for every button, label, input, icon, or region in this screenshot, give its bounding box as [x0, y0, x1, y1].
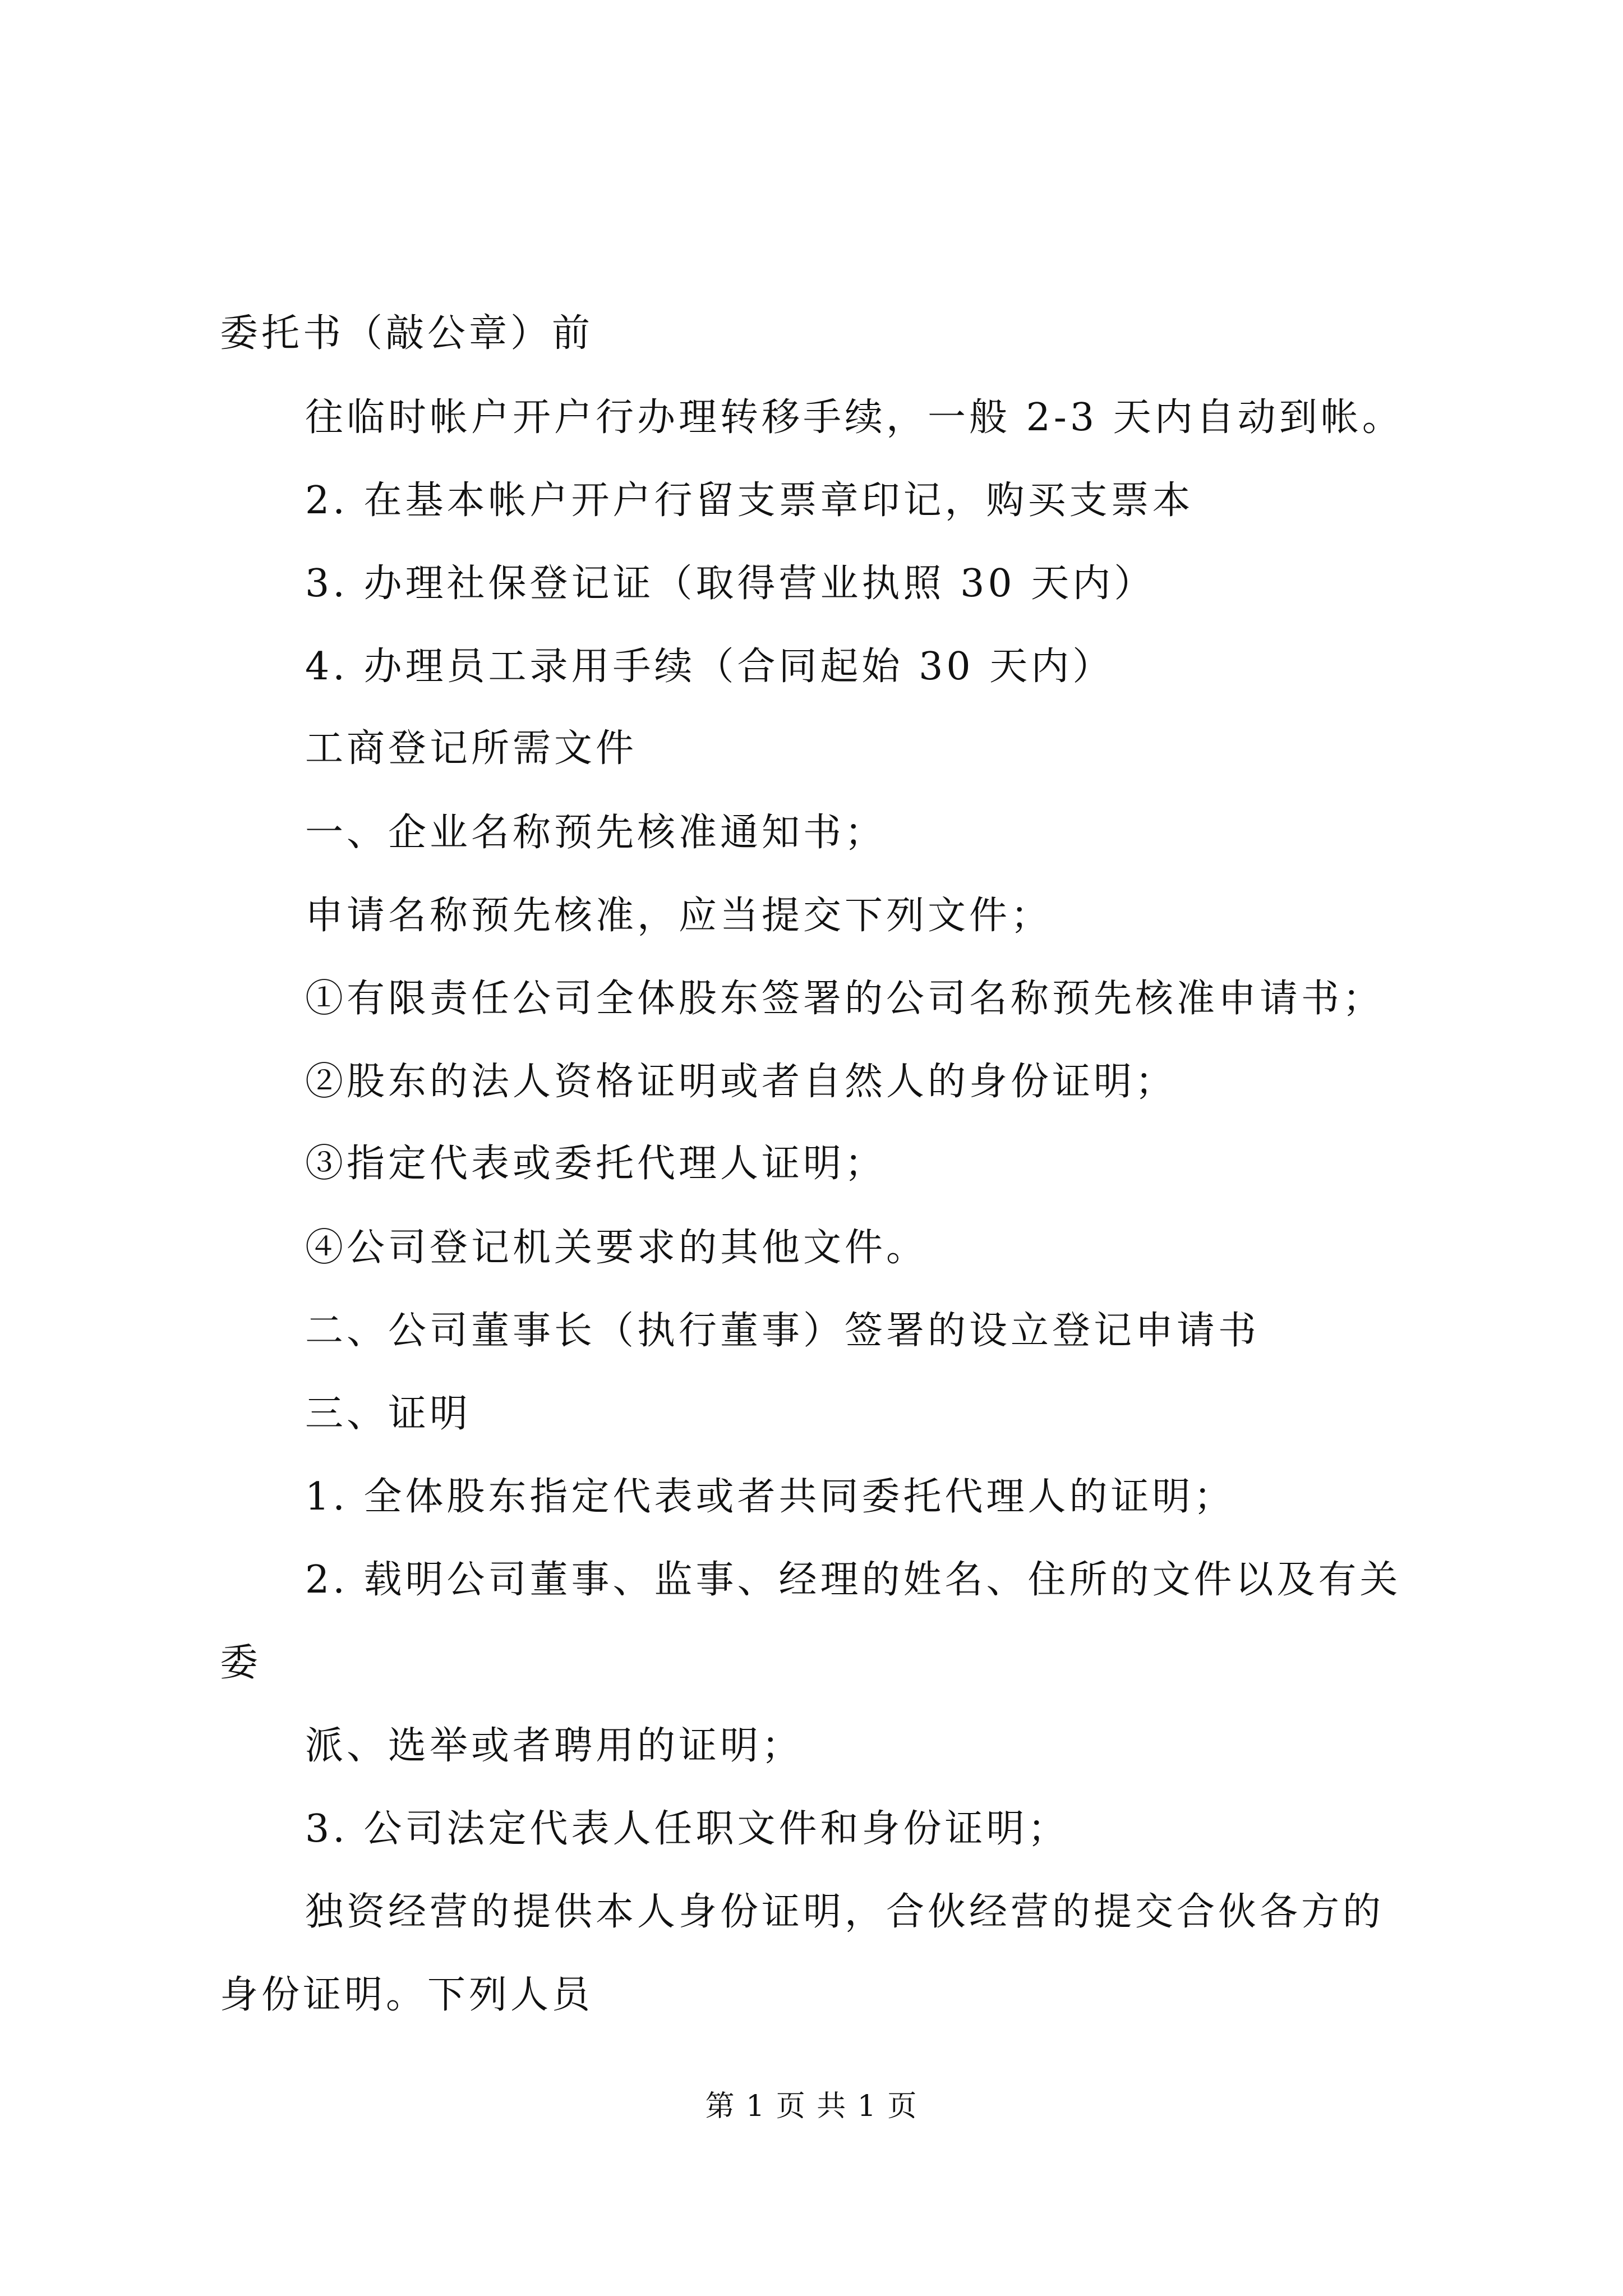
text-line: 三、证明 [305, 1392, 472, 1436]
text-line: 1. 全体股东指定代表或者共同委托代理人的证明； [305, 1475, 1235, 1519]
text-line: 工商登记所需文件 [305, 726, 638, 771]
text-line: 委 [220, 1641, 262, 1685]
page-footer: 第 1 页 共 1 页 [705, 2090, 918, 2123]
text-line: 3. 公司法定代表人任职文件和身份证明； [305, 1807, 1069, 1851]
text-line: 往临时帐户开户行办理转移手续，一般 2-3 天内自动到帐。 [305, 395, 1404, 440]
text-line: 委托书（敲公章）前 [220, 311, 594, 356]
text-line: 4. 办理员工录用手续（合同起始 30 天内） [305, 645, 1114, 689]
text-line: ②股东的法人资格证明或者自然人的身份证明； [305, 1060, 1177, 1104]
text-line: 2. 载明公司董事、监事、经理的姓名、住所的文件以及有关 [305, 1558, 1401, 1602]
text-line: 派、选举或者聘用的证明； [305, 1724, 804, 1768]
text-line: 申请名称预先核准，应当提交下列文件； [305, 894, 1053, 938]
text-line: ④公司登记机关要求的其他文件。 [305, 1226, 928, 1270]
text-line: 3. 办理社保登记证（取得营业执照 30 天内） [305, 562, 1156, 606]
text-line: 2. 在基本帐户开户行留支票章印记，购买支票本 [305, 478, 1194, 523]
text-line: 二、公司董事长（执行董事）签署的设立登记申请书 [305, 1309, 1260, 1353]
text-line: ①有限责任公司全体股东签署的公司名称预先核准申请书； [305, 977, 1385, 1021]
text-line: 身份证明。下列人员 [220, 1973, 594, 2017]
text-line: ③指定代表或委托代理人证明； [305, 1142, 887, 1186]
text-line: 一、企业名称预先核准通知书； [305, 811, 887, 855]
text-line: 独资经营的提供本人身份证明，合伙经营的提交合伙各方的 [305, 1890, 1385, 1934]
